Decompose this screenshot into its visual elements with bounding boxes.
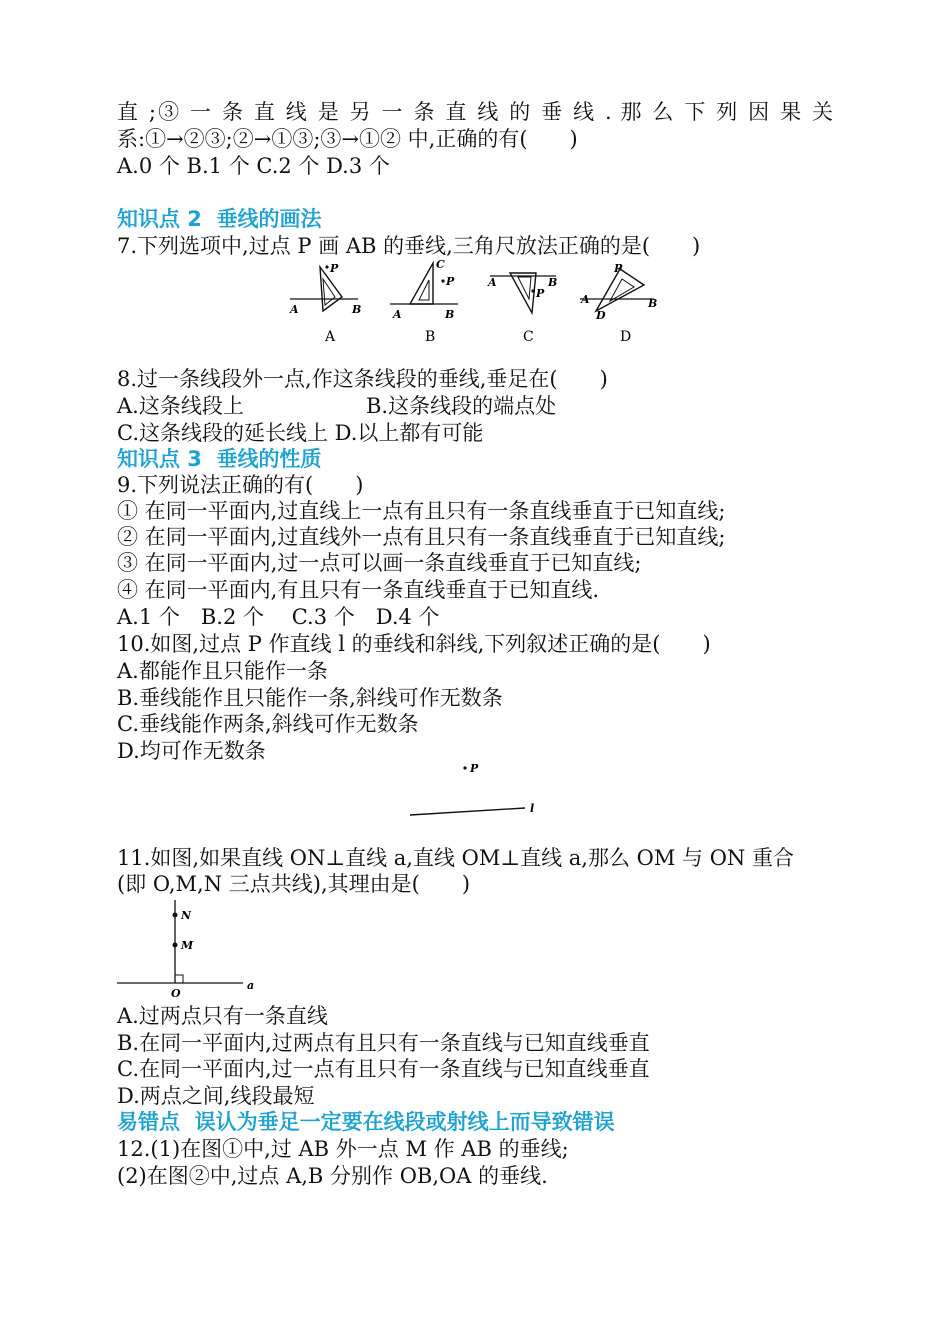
label-b: B — [445, 308, 455, 321]
q12-line1: 12.(1)在图①中,过 AB 外一点 M 作 AB 的垂线; — [117, 1137, 569, 1161]
label-a: A — [393, 308, 402, 321]
point-p — [463, 766, 466, 769]
q10-option-a: A.都能作且只能作一条 — [117, 659, 328, 683]
q11-option-b: B.在同一平面内,过两点有且只有一条直线与已知直线垂直 — [117, 1031, 650, 1055]
q6-options: A.0 个 B.1 个 C.2 个 D.3 个 — [117, 154, 390, 178]
point-m — [173, 943, 178, 948]
q10-option-c: C.垂线能作两条,斜线可作无数条 — [117, 712, 419, 736]
q9-statement-3: ③ 在同一平面内,过一点可以画一条直线垂直于已知直线; — [117, 551, 642, 575]
caption-a: A — [325, 329, 336, 345]
q10-option-d: D.均可作无数条 — [117, 739, 266, 763]
q8-options-cd: C.这条线段的延长线上 D.以上都有可能 — [117, 421, 484, 445]
point-p — [531, 289, 534, 292]
line-l — [410, 808, 525, 815]
point-p — [441, 279, 444, 282]
label-l: l — [530, 802, 535, 815]
label-a: A — [488, 276, 497, 289]
set-square — [596, 269, 644, 311]
point-p — [325, 265, 328, 268]
set-square — [410, 263, 433, 304]
label-p: P — [536, 287, 545, 300]
q11-option-d: D.两点之间,线段最短 — [117, 1084, 315, 1108]
q11-stem-line2: (即 O,M,N 三点共线),其理由是( ) — [117, 872, 471, 896]
q7-option-d-diagram — [580, 262, 657, 345]
section-heading-kp2: 知识点 2 垂线的画法 — [117, 207, 322, 231]
label-a: A — [290, 303, 299, 316]
label-n: N — [181, 909, 192, 922]
q10-stem: 10.如图,过点 P 作直线 l 的垂线和斜线,下列叙述正确的是( ) — [117, 632, 711, 656]
q6-line2: 系:①→②③;②→①③;③→①② 中,正确的有( ) — [117, 127, 578, 151]
q9-statement-2: ② 在同一平面内,过直线外一点有且只有一条直线垂直于已知直线; — [117, 525, 726, 549]
label-p: P — [330, 262, 339, 275]
q7-option-b-diagram — [390, 258, 458, 345]
section-heading-kp3: 知识点 3 垂线的性质 — [117, 447, 322, 471]
label-b: B — [548, 276, 558, 289]
label-p: P — [446, 275, 455, 288]
q11-option-c: C.在同一平面内,过一点有且只有一条直线与已知直线垂直 — [117, 1057, 650, 1081]
q10-figure — [400, 758, 550, 818]
label-p: P — [470, 762, 479, 775]
label-b: B — [648, 297, 658, 310]
q8-option-b: B.这条线段的端点处 — [366, 394, 557, 418]
label-p: P — [614, 262, 623, 275]
q11-figure — [115, 895, 275, 1005]
label-a: A — [581, 293, 590, 306]
caption-c: C — [523, 329, 534, 345]
label-o: O — [171, 987, 181, 1000]
point-n — [173, 913, 178, 918]
q7-option-c-diagram — [487, 273, 557, 345]
q8-stem: 8.过一条线段外一点,作这条线段的垂线,垂足在( ) — [117, 367, 608, 391]
label-d: D — [596, 309, 606, 322]
q9-stem: 9.下列说法正确的有( ) — [117, 473, 364, 497]
q9-statement-4: ④ 在同一平面内,有且只有一条直线垂直于已知直线. — [117, 578, 600, 602]
q6-line1: 直 ;③ 一 条 直 线 是 另 一 条 直 线 的 垂 线 . 那 么 下 列 因 果 关 — [117, 100, 833, 124]
caption-b: B — [425, 329, 436, 345]
right-angle-mark — [175, 975, 183, 983]
q12-line2: (2)在图②中,过点 A,B 分别作 OB,OA 的垂线. — [117, 1164, 548, 1188]
label-a: a — [247, 979, 255, 992]
q9-statement-1: ① 在同一平面内,过直线上一点有且只有一条直线垂直于已知直线; — [117, 499, 726, 523]
set-square — [510, 273, 536, 313]
q8-option-a: A.这条线段上 — [117, 394, 244, 418]
q10-option-b: B.垂线能作且只能作一条,斜线可作无数条 — [117, 686, 503, 710]
label-b: B — [352, 303, 362, 316]
q11-stem-line1: 11.如图,如果直线 ON⊥直线 a,直线 OM⊥直线 a,那么 OM 与 ON 重合 — [117, 846, 794, 870]
q7-figure — [280, 255, 680, 350]
q7-option-a-diagram — [289, 262, 361, 345]
section-heading-error-point: 易错点 误认为垂足一定要在线段或射线上而导致错误 — [117, 1110, 615, 1134]
q9-options: A.1 个 B.2 个 C.3 个 D.4 个 — [117, 605, 440, 629]
label-m: M — [181, 939, 194, 952]
caption-d: D — [620, 329, 632, 345]
label-c: C — [436, 258, 445, 271]
q7-stem: 7.下列选项中,过点 P 画 AB 的垂线,三角尺放法正确的是( ) — [117, 234, 701, 258]
q11-option-a: A.过两点只有一条直线 — [117, 1004, 328, 1028]
